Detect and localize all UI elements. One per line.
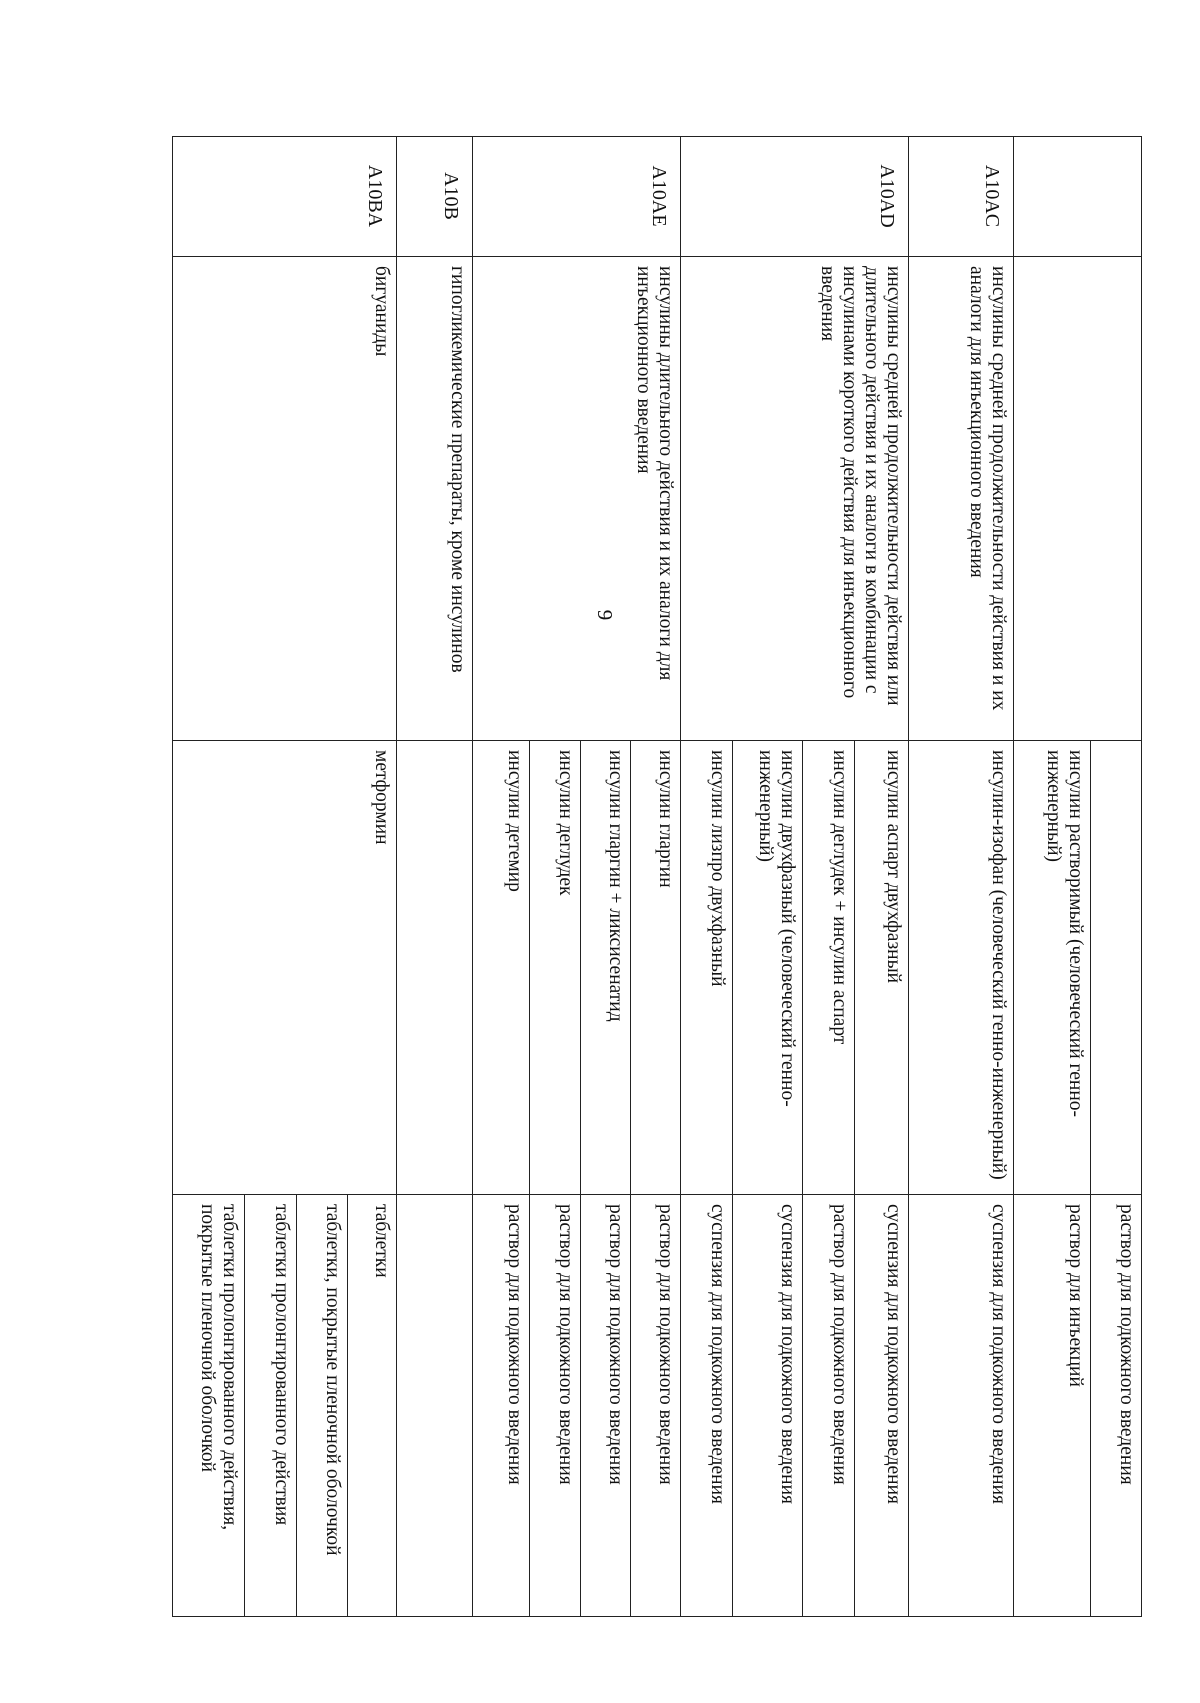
form-cell: раствор для подкожного введения (630, 1195, 680, 1617)
form-cell: раствор для инъекций (1014, 1195, 1090, 1617)
drug-cell (1090, 741, 1141, 1195)
table-row (347, 137, 396, 1617)
group-cell: гипогликемические препараты, кроме инсулинов (397, 257, 473, 741)
table-row (1090, 137, 1141, 1617)
table-row (630, 137, 680, 1617)
drug-cell: инсулин гларгин (630, 741, 680, 1195)
atc-code-cell: A10AE (473, 137, 681, 257)
table-row (909, 137, 1014, 1617)
group-cell: инсулины длительного действия и их аналоги для инъекционного введения (473, 257, 681, 741)
form-cell: раствор для подкожного введения (580, 1195, 630, 1617)
rotated-page-content (172, 136, 1142, 1616)
form-cell: таблетки, покрытые пленочной оболочкой (296, 1195, 347, 1617)
drug-cell: метформин (173, 741, 397, 1195)
group-cell: инсулины средней продолжительности действия или длительного действия и их аналоги в комбинации с инсулинами короткого действия для инъекционного введения (681, 257, 909, 741)
atc-code-cell: A10BA (173, 137, 397, 257)
form-cell (397, 1195, 473, 1617)
form-cell: суспензия для подкожного введения (733, 1195, 803, 1617)
atc-code-cell: A10AD (681, 137, 909, 257)
drug-cell: инсулин деглудек (530, 741, 580, 1195)
drug-cell: инсулин деглудек + инсулин аспарт (803, 741, 854, 1195)
form-cell: раствор для подкожного введения (530, 1195, 580, 1617)
group-cell: инсулины средней продолжительности действия и их аналоги для инъекционного введения (909, 257, 1014, 741)
drug-cell: инсулин гларгин + ликсисенатид (580, 741, 630, 1195)
form-cell: таблетки пролонгированного действия, покрытые пленочной оболочкой (173, 1195, 245, 1617)
drug-cell: инсулин-изофан (человеческий генно-инженерный) (909, 741, 1014, 1195)
table-row (397, 137, 473, 1617)
form-cell: суспензия для подкожного введения (681, 1195, 733, 1617)
form-cell: таблетки пролонгированного действия (245, 1195, 296, 1617)
drug-cell: инсулин растворимый (человеческий генно-инженерный) (1014, 741, 1090, 1195)
drug-cell: инсулин аспарт двухфазный (854, 741, 909, 1195)
group-cell: бигуаниды (173, 257, 397, 741)
drug-cell (397, 741, 473, 1195)
form-cell: раствор для подкожного введения (1090, 1195, 1141, 1617)
form-cell: суспензия для подкожного введения (854, 1195, 909, 1617)
atc-code-cell (1014, 137, 1142, 257)
form-cell: раствор для подкожного введения (803, 1195, 854, 1617)
drug-cell: инсулин детемир (473, 741, 530, 1195)
form-cell: суспензия для подкожного введения (909, 1195, 1014, 1617)
table-row (854, 137, 909, 1617)
drug-cell: инсулин лизпро двухфазный (681, 741, 733, 1195)
atc-code-cell: A10AC (909, 137, 1014, 257)
group-cell (1014, 257, 1142, 741)
form-cell: таблетки (347, 1195, 396, 1617)
form-cell: раствор для подкожного введения (473, 1195, 530, 1617)
atc-code-cell: A10B (397, 137, 473, 257)
drug-table (172, 136, 1142, 1617)
drug-cell: инсулин двухфазный (человеческий генно-инженерный) (733, 741, 803, 1195)
page-number: 9 (593, 609, 617, 621)
